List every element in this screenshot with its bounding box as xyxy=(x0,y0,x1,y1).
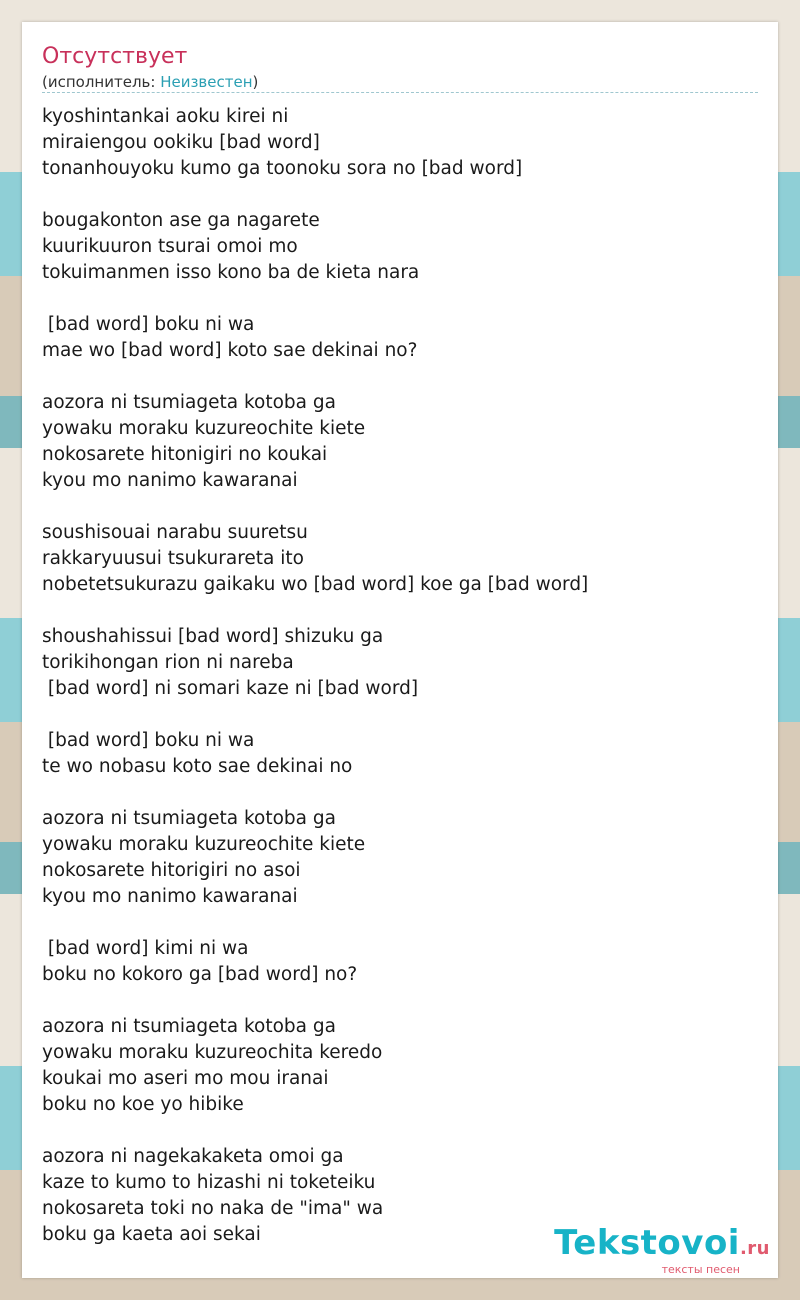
stanza-gap xyxy=(42,182,758,208)
lyric-line: bougakonton ase ga nagarete xyxy=(42,210,320,231)
lyric-line: kaze to kumo to hizashi ni toketeiku xyxy=(42,1172,376,1193)
lyric-line: soushisouai narabu suuretsu xyxy=(42,522,308,543)
artist-line xyxy=(42,73,258,91)
stanza-gap xyxy=(42,910,758,936)
artist-link[interactable]: Неизвестен xyxy=(160,73,253,91)
lyric-line: aozora ni nagekakaketa omoi ga xyxy=(42,1146,344,1167)
stanza-gap xyxy=(42,598,758,624)
lyric-line: koukai mo aseri mo mou iranai xyxy=(42,1068,329,1089)
lyric-line: torikihongan rion ni nareba xyxy=(42,652,294,673)
lyric-line: tonanhouyoku kumo ga toonoku sora no [bad word] xyxy=(42,158,523,179)
lyric-line: nokosarete hitorigiri no asoi xyxy=(42,860,301,881)
site-logo[interactable] xyxy=(554,1225,770,1276)
lyric-line: boku ga kaeta aoi sekai xyxy=(42,1224,261,1245)
stanza-gap xyxy=(42,780,758,806)
lyric-line: [bad word] boku ni wa xyxy=(42,730,255,751)
lyric-line: yowaku moraku kuzureochita keredo xyxy=(42,1042,383,1063)
logo-text: Tekstovoi xyxy=(554,1223,740,1263)
lyric-line: shoushahissui [bad word] shizuku ga xyxy=(42,626,384,647)
lyric-line: nobetetsukurazu gaikaku wo [bad word] koe ga [bad word] xyxy=(42,574,589,595)
logo-tagline: тексты песен xyxy=(661,1263,740,1276)
stanza-gap xyxy=(42,494,758,520)
lyric-line: te wo nobasu koto sae dekinai no xyxy=(42,756,353,777)
stanza-gap xyxy=(42,702,758,728)
lyric-line: nokosareta toki no naka de "ima" wa xyxy=(42,1198,384,1219)
lyric-line: boku no koe yo hibike xyxy=(42,1094,244,1115)
title-divider xyxy=(42,92,758,93)
lyric-line: boku no kokoro ga [bad word] no? xyxy=(42,964,358,985)
song-title: Отсутствует xyxy=(42,44,188,69)
lyric-line: aozora ni tsumiageta kotoba ga xyxy=(42,1016,336,1037)
stanza-gap xyxy=(42,988,758,1014)
lyric-line: tokuimanmen isso kono ba de kieta nara xyxy=(42,262,420,283)
artist-prefix: (исполнитель: xyxy=(42,73,161,91)
artist-suffix: ) xyxy=(252,73,259,91)
lyric-line: kyou mo nanimo kawaranai xyxy=(42,886,298,907)
lyric-line: mae wo [bad word] koto sae dekinai no? xyxy=(42,340,418,361)
lyrics-body xyxy=(42,104,758,1248)
logo-tld: .ru xyxy=(739,1238,770,1259)
lyric-line: kuurikuuron tsurai omoi mo xyxy=(42,236,298,257)
stanza-gap xyxy=(42,286,758,312)
stanza-gap xyxy=(42,364,758,390)
stanza-gap xyxy=(42,1118,758,1144)
lyrics-card xyxy=(22,22,778,1278)
lyric-line: [bad word] ni somari kaze ni [bad word] xyxy=(42,678,419,699)
lyric-line: aozora ni tsumiageta kotoba ga xyxy=(42,808,336,829)
lyric-line: yowaku moraku kuzureochite kiete xyxy=(42,418,366,439)
lyric-line: [bad word] boku ni wa xyxy=(42,314,255,335)
lyric-line: aozora ni tsumiageta kotoba ga xyxy=(42,392,336,413)
lyric-line: rakkaryuusui tsukurareta ito xyxy=(42,548,304,569)
lyric-line: kyou mo nanimo kawaranai xyxy=(42,470,298,491)
lyric-line: nokosarete hitonigiri no koukai xyxy=(42,444,328,465)
lyric-line: yowaku moraku kuzureochite kiete xyxy=(42,834,366,855)
lyric-line: miraiengou ookiku [bad word] xyxy=(42,132,320,153)
lyric-line: [bad word] kimi ni wa xyxy=(42,938,249,959)
lyric-line: kyoshintankai aoku kirei ni xyxy=(42,106,289,127)
